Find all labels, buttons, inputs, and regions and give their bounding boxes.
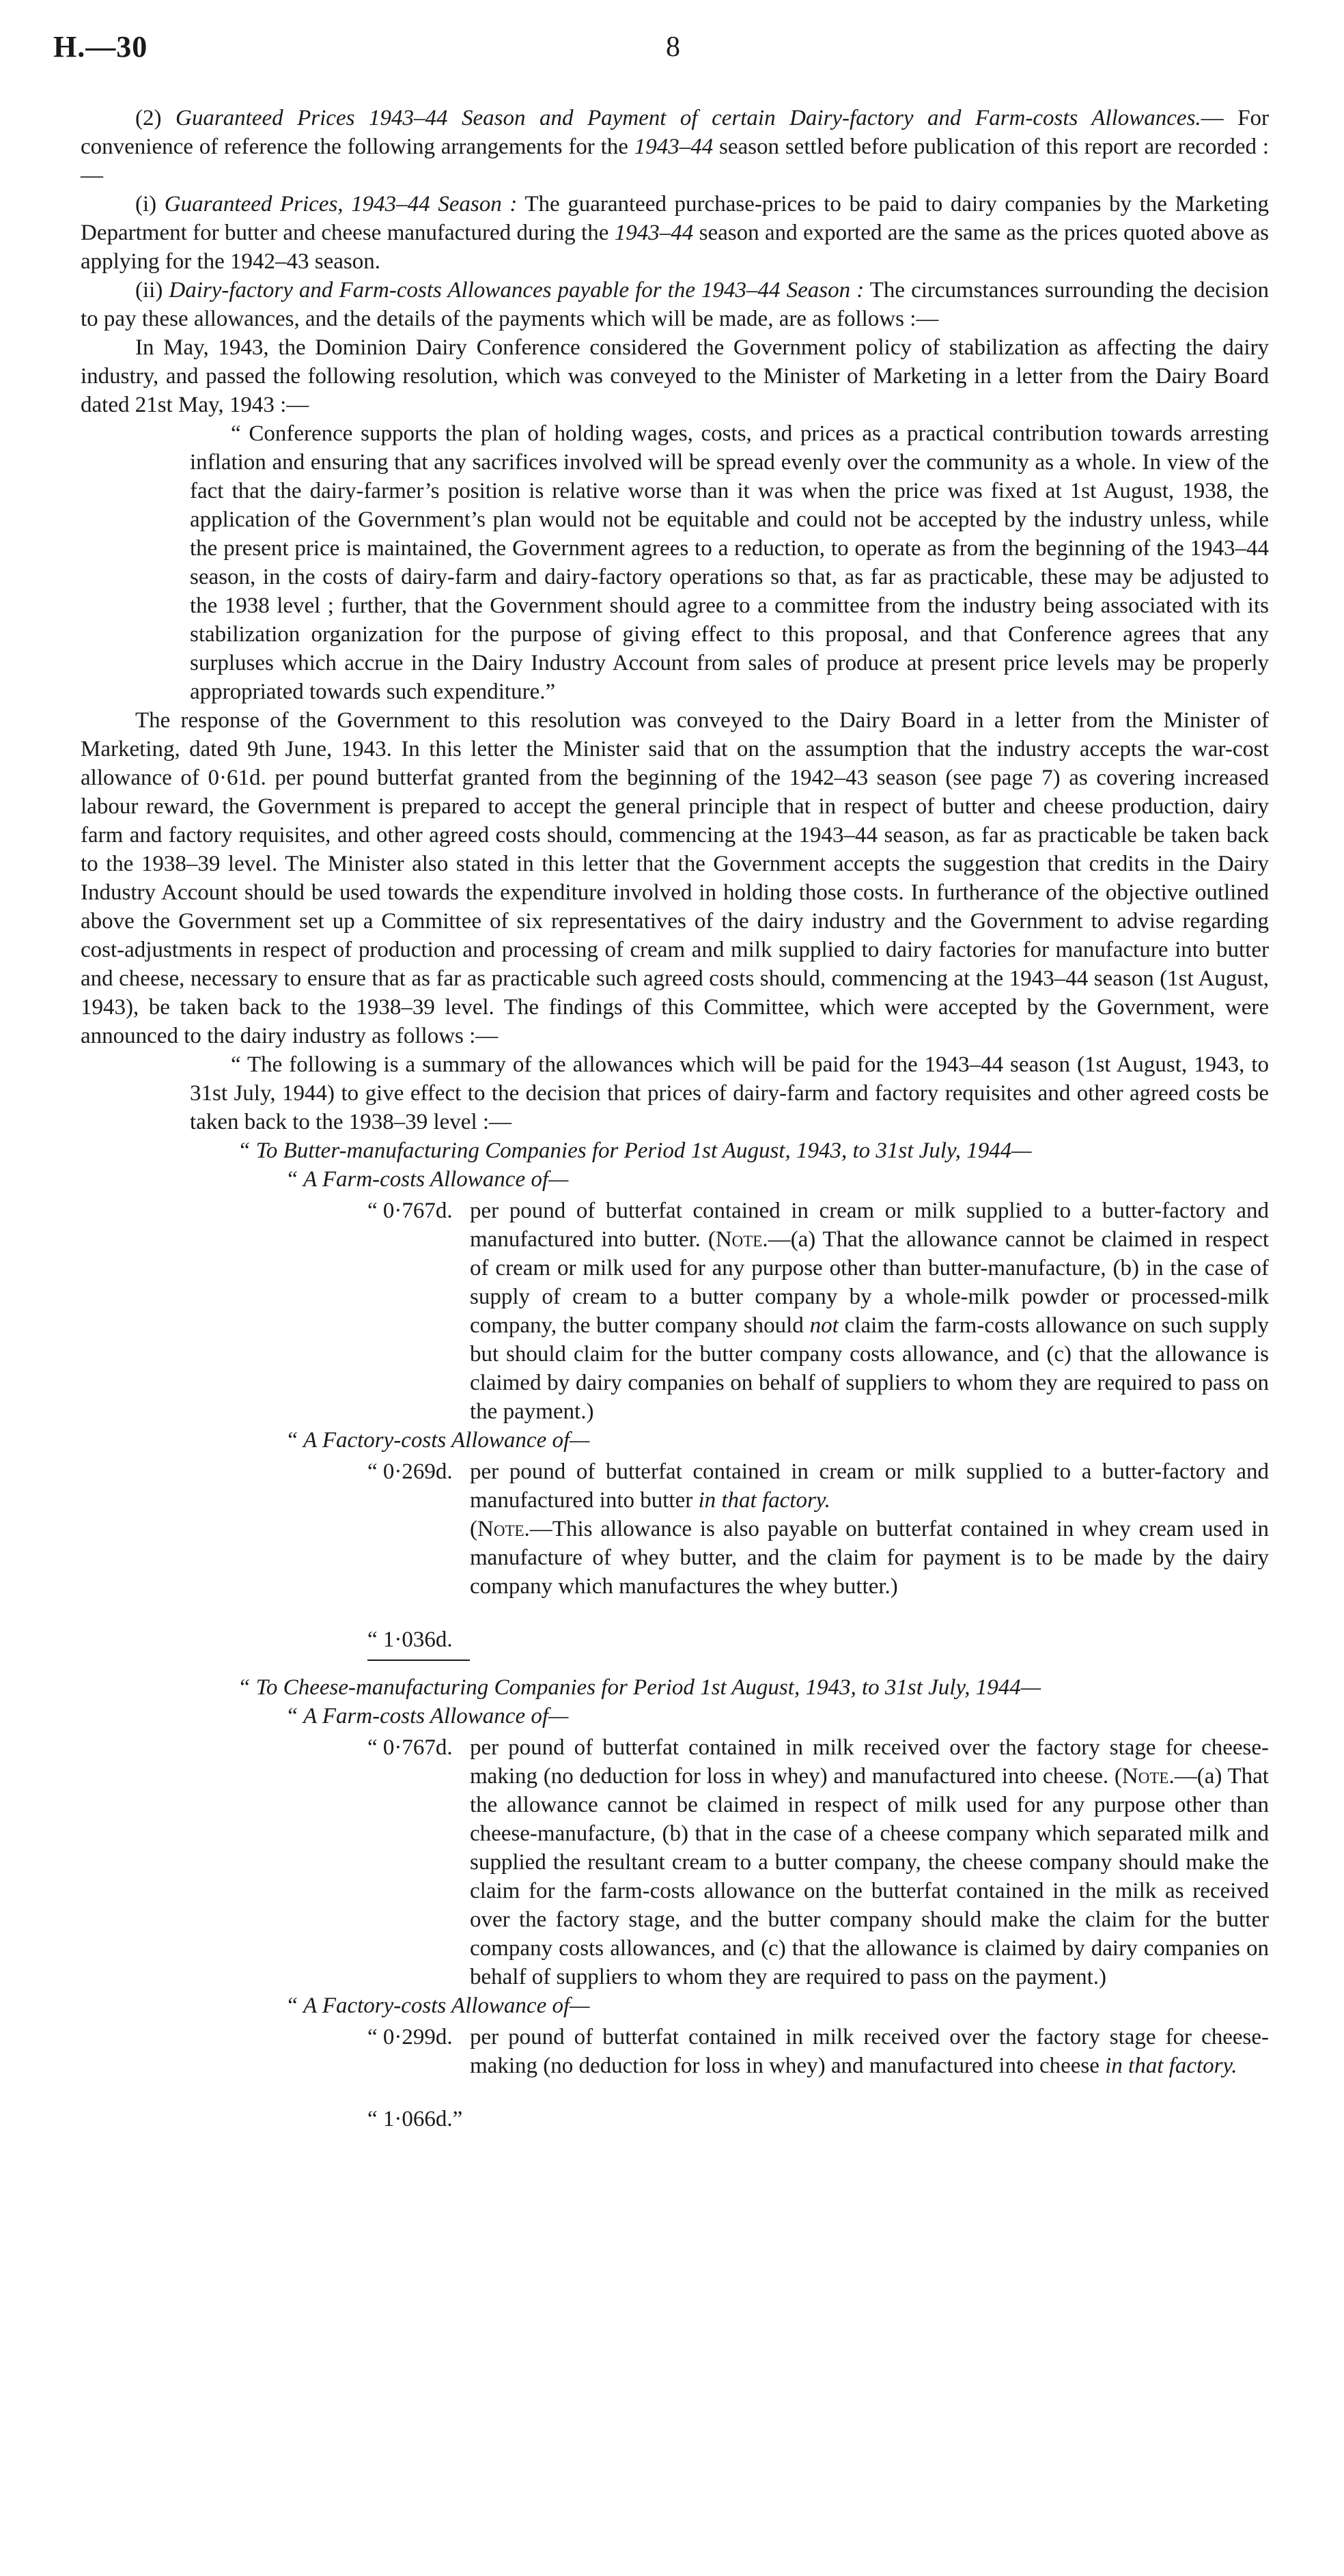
butter-farm-costs-text: per pound of butterfat contained in cream or milk supplied to a butter-factory and manufactured into butter. (Note.—(a) That the allowance cannot be claimed in respect of cream or milk used for any purpose other than butter-manufacture, (b) in the case of supply of cream to a butter company by a whole-milk powder or processed-milk company, the butter company should not claim the farm-costs allowance on such supply but should claim for the butter company costs allowance, and (c) that the allowance is claimed by dairy companies on behalf of suppliers to whom they are required to pass on the payment.) (470, 1199, 1269, 1424)
butter-factory-costs-label: “ A Factory-costs Allowance of— (285, 1428, 590, 1453)
item-i-title: Guaranteed Prices, 1943–44 Season : (164, 192, 518, 216)
cheese-farm-costs-label: “ A Farm-costs Allowance of— (285, 1704, 569, 1728)
cheese-factory-costs-label: “ A Factory-costs Allowance of— (285, 1993, 590, 2018)
butter-factory-costs-amount: “ 0·269d. (367, 1459, 453, 1484)
item-ii-paragraph: (ii) Dairy-factory and Farm-costs Allowances payable for the 1943–44 Season : The circumstances surrounding the decision to pay these allowances, and the details of the payments which will be made, are as follows :— (81, 278, 1269, 331)
cheese-total (367, 2105, 1269, 2133)
section-heading-paragraph: (2) Guaranteed Prices 1943–44 Season and Payment of certain Dairy-factory and Farm-costs Allowances.— For convenience of reference the following arrangements for the 1943–44 season settled before publication of this report are recorded : — (81, 106, 1270, 188)
butter-total-amount: “ 1·036d. (367, 1627, 453, 1652)
cheese-factory-costs-text: per pound of butterfat contained in milk received over the factory stage for cheese-making (no deduction for loss in whey) and manufactured into cheese in that factory. (470, 2025, 1269, 2078)
section-heading-title: Guaranteed Prices 1943–44 Season and Payment of certain Dairy-factory and Farm-costs Allowances. (176, 106, 1201, 130)
butter-factory-costs-row (367, 1457, 1269, 1601)
item-ii-title: Dairy-factory and Farm-costs Allowances payable for the 1943–44 Season : (169, 278, 865, 303)
item-i-paragraph: (i) Guaranteed Prices, 1943–44 Season : The guaranteed purchase-prices to be paid to dairy companies by the Marketing Department for butter and cheese manufactured during the 1943–44 season and exported are the same as the prices quoted above as applying for the 1942–43 season. (81, 192, 1269, 274)
conference-resolution-quote: “ Conference supports the plan of holding wages, costs, and prices as a practical contribution towards arresting inflation and ensuring that any sacrifices involved will be spread evenly over the community as a whole. In view of the fact that the dairy-farmer’s position is relative worse than it was when the price was fixed at 1st August, 1938, the application of the Government’s plan would not be equitable and could not be accepted by the industry unless, while the present price is maintained, the Government agrees to a reduction, to operate as from the beginning of the 1943–44 season, in the costs of dairy-farm and dairy-factory operations so that, as far as practicable, these may be adjusted to the 1938 level ; further, that the Government should agree to a committee from the industry being associated with its stabilization organization for the purpose of giving effect to this proposal, and that Conference agrees that any surpluses which accrue in the Dairy Industry Account from sales of produce at present price levels may be properly appropriated towards such expenditure.” (190, 421, 1269, 704)
cheese-companies-heading: “ To Cheese-manufacturing Companies for Period 1st August, 1943, to 31st July, 1944— (238, 1675, 1041, 1700)
government-response-paragraph: The response of the Government to this resolution was conveyed to the Dairy Board in a letter from the Minister of Marketing, dated 9th June, 1943. In this letter the Minister said that on the assumption that the industry accepts the war-cost allowance of 0·61d. per pound butterfat granted from the beginning of the 1942–43 season (see page 7) as covering increased labour reward, the Government is prepared to accept the general principle that in respect of butter and cheese production, dairy farm and factory requisites, and other agreed costs should, commencing at the 1943–44 season, as far as practicable be taken back to the 1938–39 level. The Minister also stated in this letter that the Government accepts the suggestion that credits in the Dairy Industry Account should be used towards the expenditure involved in holding those costs. In furtherance of the objective outlined above the Government set up a Committee of six representatives of the dairy industry and the Government to advise regarding cost-adjustments in respect of production and processing of cream and milk supplied to dairy factories for manufacture into butter and cheese, necessary to ensure that as far as practicable such agreed costs should, commencing at the 1943–44 season (1st August, 1943), be taken back to the 1938–39 level. The findings of this Committee, which were accepted by the Government, were announced to the dairy industry as follows :— (81, 708, 1269, 1048)
butter-farm-costs-row (367, 1196, 1269, 1426)
cheese-farm-costs-row (367, 1733, 1269, 1991)
butter-factory-costs-text: per pound of butterfat contained in cream or milk supplied to a butter-factory and manufactured into butter in that factory. (Note.—This allowance is also payable on butterfat contained in whey cream used in manufacture of whey butter, and the claim for payment is to be made by the dairy company which manufactures the whey butter.) (470, 1459, 1269, 1599)
document-code: H.—30 (53, 30, 148, 64)
allowance-summary-quote: “ The following is a summary of the allowances which will be paid for the 1943–44 season (1st August, 1943, to 31st July, 1944) to give effect to the decision that prices of dairy-farm and factory requisites and other agreed costs be taken back to the 1938–39 level :— (190, 1052, 1269, 1134)
may-conference-paragraph: In May, 1943, the Dominion Dairy Conference considered the Government policy of stabilization as affecting the dairy industry, and passed the following resolution, which was conveyed to the Minister of Marketing in a letter from the Dairy Board dated 21st May, 1943 :— (81, 335, 1269, 417)
cheese-factory-costs-row (367, 2023, 1269, 2080)
butter-farm-costs-label: “ A Farm-costs Allowance of— (285, 1167, 569, 1192)
page-number: 8 (666, 31, 680, 63)
cheese-total-amount: “ 1·066d.” (367, 2107, 463, 2131)
cheese-farm-costs-amount: “ 0·767d. (367, 1735, 453, 1760)
page-body (81, 104, 1269, 2133)
butter-companies-heading: “ To Butter-manufacturing Companies for Period 1st August, 1943, to 31st July, 1944— (238, 1138, 1032, 1163)
cheese-farm-costs-text: per pound of butterfat contained in milk received over the factory stage for cheese-making (no deduction for loss in whey) and manufactured into cheese. (Note.—(a) That the allowance cannot be claimed in respect of milk used for any purpose other than cheese-manufacture, (b) that in the case of a cheese company which separated milk and supplied the resultant cream to a butter company, the cheese company should make the claim for the farm-costs allowance on the butterfat contained in the milk as received over the factory stage, and the butter company should make the claim for the butter company costs allowances, and (c) that the allowance is claimed by dairy companies on behalf of suppliers to whom they are required to pass on the payment.) (470, 1735, 1269, 1989)
cheese-factory-costs-amount: “ 0·299d. (367, 2025, 453, 2049)
butter-total (367, 1625, 1269, 1661)
butter-farm-costs-amount: “ 0·767d. (367, 1199, 453, 1223)
